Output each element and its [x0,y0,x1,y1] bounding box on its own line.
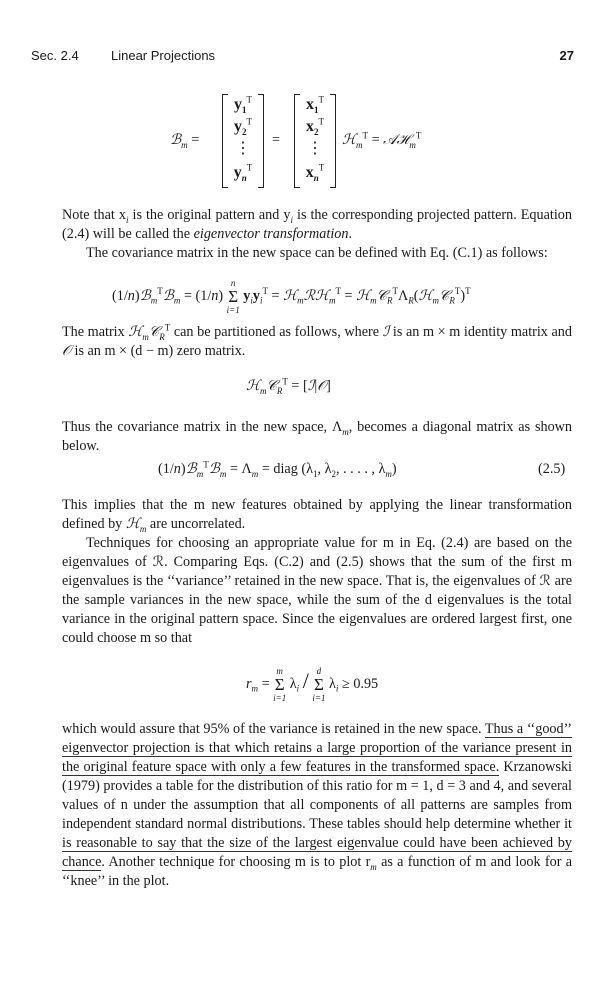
paragraph-4: Thus the covariance matrix in the new space, $\Lambda_m$, becomes a diagonal matrix as shown below. [62,419,572,454]
ratio-equation: $r_m$ = m Σ i=1 $\lambda_i$ / d Σ i=1 $\lambda_i \ge 0.95$ [246,666,379,703]
equation-number: (2.5) [538,461,566,477]
matrix-equation: ℬ$_m$ = $y_1^T$ $y_2^T$ ⋮ $y_n^T$ = $x_1^T$ $x_2^T$ ⋮ $x_n^T$ ℋ$_m^T$ = 𝒜ℋ$_m^T$ [170,88,470,198]
paragraph-1: Note that $x_i$ is the original pattern and $y_i$ is the corresponding projected pattern. Equation (2.4) will be called the eigenvector transformation. [62,207,572,242]
running-header [31,48,574,68]
underlined-passage-1: Thus a ‘‘good’’ eigenvector projection is that which retains a large proportion of the variance present in the original feature space with only a few features in the transformed space. [62,721,572,775]
paragraph-6: Techniques for choosing an appropriate value for m in Eq. (2.4) are based on the eigenvalues of ℛ. Comparing Eqs. (C.2) and (2.5) shows that the sum of the first m eigenvalues is the ‘‘variance’’ retained in the new space. That is, the eigenvalues of ℛ are the sample variances in the new space, while the sum of the d eigenvalues is the total variance in the original pattern space. Since the eigenvalues are ordered largest first, one could choose m so that [62,535,572,646]
paragraph-2: The covariance matrix in the new space can be defined with Eq. (C.1) as follows: [86,245,548,261]
paragraph-7: which would assure that 95% of the variance is retained in the new space. Thus a ‘‘good’’ eigenvector projection is that which retains a large proportion of the variance present in the original feature space with only a few features in the transformed space. Krzanowski (1979) provides a table for the distribution of this ratio for m = 1, d = 3 and 4, and several values of n under the assumption that all components of all patterns are samples from independent standard normal distributions. These tables should help determine whether it is reasonable to say that the size of the largest eigenvalue could have been achieved by chance. Another technique for choosing m is to plot $r_m$ as a function of m and look for a ‘‘knee’’ in the plot. [62,721,572,889]
x-matrix: $x_1^T$ $x_2^T$ ⋮ $x_n^T$ [294,94,336,188]
section-label: Sec. 2.4 [31,48,79,63]
covariance-equation: (1/n)ℬ$_m^T$ℬ$_m$ = (1/n) n Σ i=1 $y_iy_i^T$ = ℋ$_m$ℛℋ$_m^T$ = $ℋ_m𝒞_R^T\Lambda_R(ℋ_m𝒞_R^T)^T$ [112,278,471,315]
diagonal-equation: (1/n)ℬ$_m^T$ℬ$_m$ = $\Lambda_m$ = diag ($\lambda_1$, $\lambda_2$, . . . . , $\lambda_m$) [158,459,397,479]
page-number: 27 [559,48,574,63]
partition-equation: ℋ$_m$𝒞$_R^T$ = [ℐ|𝒪] [246,376,331,396]
y-matrix: $y_1^T$ $y_2^T$ ⋮ $y_n^T$ [222,94,264,188]
paragraph-3: The matrix ℋ$_m$𝒞$_R^T$ can be partitioned as follows, where ℐ is an m × m identity matrix and 𝒪 is an m × (d − m) zero matrix. [62,322,572,359]
underlined-passage-2: is reasonable to say that the size of the largest eigenvalue could have been achieved by chance [62,835,572,870]
chapter-title: Linear Projections [111,48,216,63]
paragraph-5: This implies that the m new features obtained by applying the linear transformation defined by ℋ$_m$ are uncorrelated. [62,497,572,534]
